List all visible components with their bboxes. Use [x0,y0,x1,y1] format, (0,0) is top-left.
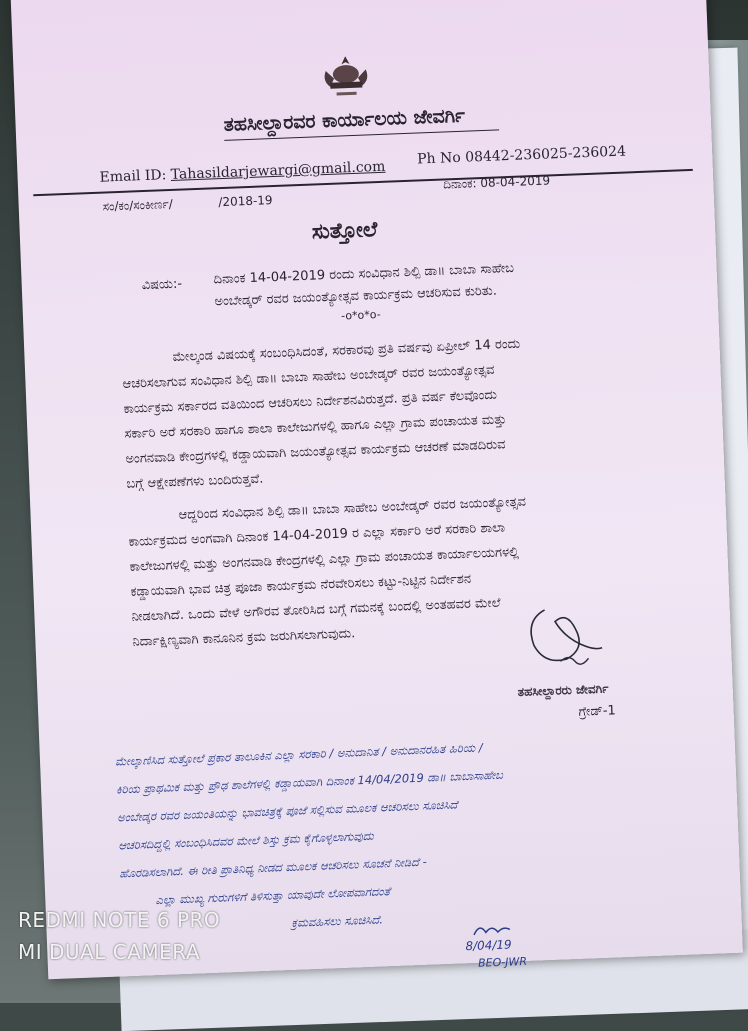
handwritten-line: ಆಚರಿಸದಿದ್ದಲ್ಲಿ ಸಂಬಂಧಿಸಿದವರ ಮೇಲೆ ಶಿಸ್ತು ಕ್ರಮ ಕೈಗೊಳ್ಳಲಾಗುವುದು [118,828,375,853]
initials-office: BEO-JWR [477,954,528,970]
para2-line: ಆದ್ದರಿಂದ ಸಂವಿಧಾನ ಶಿಲ್ಪಿ ಡಾ॥ ಬಾಬಾ ಸಾಹೇಬ ಅಂಬೇಡ್ಕರ್ ರವರ ಜಯಂತ್ಯೋತ್ಸವ [178,494,527,523]
para1-line: ಮೇಲ್ಕಂಡ ವಿಷಯಕ್ಕೆ ಸಂಬಂಧಿಸಿದಂತೆ, ಸರಕಾರವು ಪ್ರತಿ ವರ್ಷವು ಏಪ್ರೀಲ್ 14 ರಂದು [172,336,521,366]
para2-line: ಕಾರ್ಯಕ್ರಮದ ಅಂಗವಾಗಿ ದಿನಾಂಕ 14-04-2019 ರ ಎಲ್ಲಾ ಸರ್ಕಾರಿ ಅರೆ ಸರಕಾರಿ ಶಾಲಾ [128,520,506,550]
separator: -o*o*o- [340,308,381,323]
handwritten-line: ಅಂಬೇಡ್ಕರ ರವರ ಜಯಂತಿಯನ್ನು ಭಾವಚಿತ್ರಕ್ಕೆ ಪೂಜೆ ಸಲ್ಲಿಸುವ ಮೂಲಕ ಆಚರಿಸಲು ಸೂಚಿಸಿದೆ [116,797,458,825]
para1-line: ಅಂಗನವಾಡಿ ಕೇಂದ್ರಗಳಲ್ಲಿ ಕಡ್ಡಾಯವಾಗಿ ಜಯಂತ್ಯೋತ್ಸವ ಕಾರ್ಯಕ್ರಮ ಆಚರಣೆ ಮಾಡದಿರುವ [125,437,506,467]
para1-line: ಬಗ್ಗೆ ಆಕ್ಷೇಪಣೆಗಳು ಬಂದಿರುತ್ತವೆ. [126,471,264,492]
para2-line: ನೀಡಲಾಗಿದೆ. ಒಂದು ವೇಳೆ ಅಗೌರವ ತೋರಿಸಿದ ಬಗ್ಗೆ ಗಮನಕ್ಕೆ ಬಂದಲ್ಲಿ ಅಂತಹವರ ಮೇಲೆ [131,595,501,625]
letter-date [443,173,550,192]
camera-watermark-line-1: REDMI NOTE 6 PRO [18,908,221,932]
handwritten-line: ಮೇಲ್ಕಾಣಿಸಿದ ಸುತ್ತೋಲೆ ಪ್ರಕಾರ ತಾಲೂಕಿನ ಎಲ್ಲಾ ಸರಕಾರಿ / ಅನುದಾನಿತ / ಅನುದಾನರಹಿತ ಹಿರಿಯ / [114,740,483,769]
date-value: 08-04-2019 [480,173,551,191]
karnataka-emblem-icon [315,51,377,103]
date-label: ದಿನಾಂಕ: [442,176,477,192]
para1-line: ಸರ್ಕಾರಿ ಅರೆ ಸರಕಾರಿ ಹಾಗೂ ಶಾಲಾ ಕಾಲೇಜುಗಳಲ್ಲಿ ಹಾಗೂ ಎಲ್ಲಾ ಗ್ರಾಮ ಪಂಚಾಯತ ಮತ್ತು [124,412,507,442]
ref-prefix: ಸಂ/ಕಂ/ಸಂಕೀರ್ಣ/ [102,196,174,214]
para1-line: ಕಾರ್ಯಕ್ರಮ ಸರ್ಕಾರದ ವತಿಯಿಂದ ಆಚರಿಸಲು ನಿರ್ದೇಶನವಿರುತ್ತದೆ. ಪ್ರತಿ ವರ್ಷ ಕೆಲವೊಂದು [123,387,498,417]
signature-mark [514,598,607,681]
subject-line-1: ದಿನಾಂಕ 14-04-2019 ರಂದು ಸಂವಿಧಾನ ಶಿಲ್ಪಿ ಡಾ॥ ಬಾಬಾ ಸಾಹೇಬ [213,260,515,288]
office-title: ತಹಸೀಲ್ದಾರವರ ಕಾರ್ಯಾಲಯ ಜೇವರ್ಗಿ [223,104,466,136]
handwritten-line: ಎಲ್ಲಾ ಮುಖ್ಯ ಗುರುಗಳಿಗೆ ತಿಳಿಸುತ್ತಾ ಯಾವುದೇ ಲೋಪವಾಗದಂತೆ [155,884,391,908]
handwritten-line: ಹೊರಡಿಸಲಾಗಿದೆ. ಈ ರೀತಿ ಪ್ರಾತಿನಿಧ್ಯ ನೀಡದ ಮೂಲಕ ಆಚರಿಸಲು ಸೂಚನೆ ನೀಡಿದೆ - [119,854,428,881]
reference-number [102,193,272,215]
handwritten-line: ಕಿರಿಯ ಪ್ರಾಥಮಿಕ ಮತ್ತು ಪ್ರೌಢ ಶಾಲೆಗಳಲ್ಲಿ ಕಡ್ಡಾಯವಾಗಿ ದಿನಾಂಕ 14/04/2019 ಡಾ॥ ಬಾಬಾಸಾಹೇಬ [115,767,504,797]
letter-sheet [10,0,743,979]
signature-grade: ಗ್ರೇಡ್-1 [578,703,617,720]
subject-line-2: ಅಂಬೇಡ್ಕರ್ ರವರ ಜಯಂತ್ಯೋತ್ಸವ ಕಾರ್ಯಕ್ರಮ ಆಚರಿಸುವ ಕುರಿತು. [214,283,498,310]
subject-label: ವಿಷಯ:- [141,276,183,294]
para2-line: ಕಡ್ಡಾಯವಾಗಿ ಭಾವ ಚಿತ್ರ ಪೂಜಾ ಕಾರ್ಯಕ್ರಮ ನೆರವೇರಿಸಲು ಕಟ್ಟು-ನಿಟ್ಟಿನ ನಿರ್ದೇಶನ [130,571,472,600]
signature-title: ತಹಸೀಲ್ದಾರರು ಜೇವರ್ಗಿ [517,681,609,700]
para1-line: ಆಚರಿಸಲಾಗುವ ಸಂವಿಧಾನ ಶಿಲ್ಪಿ ಡಾ॥ ಬಾಬಾ ಸಾಹೇಬ ಅಂಬೇಡ್ಕರ್ ರವರ ಜಯಂತ್ಯೋತ್ಸವ [122,362,495,392]
circular-heading: ಸುತ್ತೋಲೆ [311,217,378,244]
para2-line: ನಿರ್ದಾಕ್ಷಿಣ್ಯವಾಗಿ ಕಾನೂನಿನ ಕ್ರಮ ಜರುಗಿಸಲಾಗುವುದು. [132,626,356,650]
phone-number: Ph No 08442-236025-236024 [416,143,627,168]
camera-watermark-line-2: MI DUAL CAMERA [18,940,201,964]
para2-line: ಕಾಲೇಜುಗಳಲ್ಲಿ ಮತ್ತು ಅಂಗನವಾಡಿ ಕೇಂದ್ರಗಳಲ್ಲಿ ಎಲ್ಲಾ ಗ್ರಾಮ ಪಂಚಾಯತ ಕಾರ್ಯಾಲಯಗಳಲ್ಲಿ [129,544,520,575]
handwritten-line: ಕ್ರಮವಹಿಸಲು ಸೂಚಿಸಿದೆ. [291,912,384,930]
initials-date: 8/04/19 [465,937,512,954]
email-label: Email ID: [99,167,167,186]
ref-year: /2018-19 [218,193,273,210]
email-value: Tahasildarjewargi@gmail.com [170,158,386,183]
